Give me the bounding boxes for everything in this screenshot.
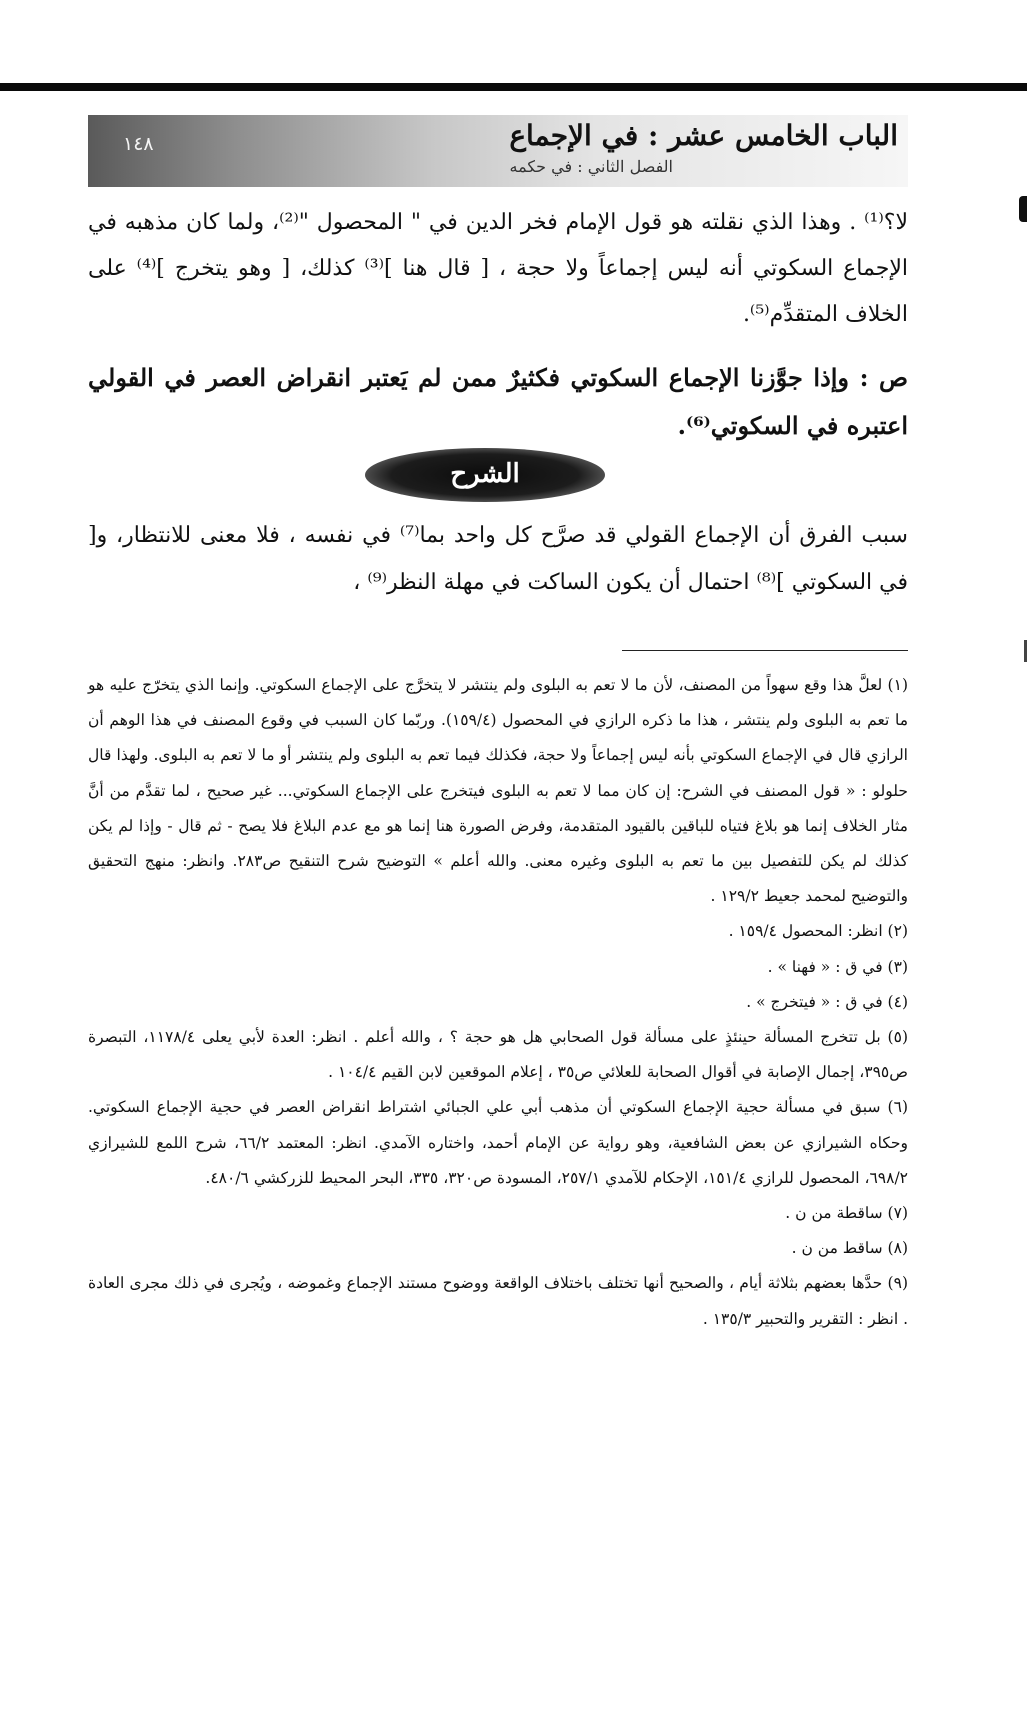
sharh-paragraph: سبب الفرق أن الإجماع القولي قد صرَّح كل واحد بما⁽⁷⁾ في نفسه ، فلا معنى للانتظار، و[ في السكوتي ]⁽⁸⁾ احتمال أن يكون الساكت في مهلة النظر⁽⁹⁾ ،: [88, 523, 908, 595]
footnote-2: (٢) انظر: المحصول ١٥٩/٤ .: [728, 922, 908, 941]
footnotes: [88, 668, 908, 1337]
matn-paragraph: ص : وإذا جوَّزنا الإجماع السكوتي فكثيرٌ ممن لم يَعتبر انقراض العصر في القولي اعتبره في السكوتي⁽⁶⁾.: [88, 363, 908, 440]
running-header: [88, 115, 908, 187]
footnote-4: (٤) في ق : « فيتخرج » .: [746, 992, 908, 1011]
footnote-1: (١) لعلَّ هذا وقع سهواً من المصنف، لأن ما لا تعم به البلوى ولم ينتشر لا يتخرَّج على الإجماع السكوتي. وإنما الذي يتخرّج عليه هو ما تعم به البلوى ولم ينتشر ، هذا ما ذكره الرازي في المحصول (١٥٩/٤). وربّما كان السبب في وقوع المصنف في هذا الوهم أن الرازي قال في الإجماع السكوتي بأنه ليس إجماعاً ولا حجة، فكذلك فيما تعم به البلوى ولم ينتشر أو ما لا تعم به البلوى. ولهذا قال حلولو : « قول المصنف في الشرح: إن كان مما لا تعم به البلوى فيتخرج على الإجماع السكوتي... غير صحيح ، لما تقدَّم من أنَّ مثار الخلاف إنما هو بلاغ فتياه للباقين بالقيود المتقدمة، وفرض الصورة هنا إنما هو مع عدم البلاغ فلا يصح - ثم قال - وإذا لم يكن كذلك لم يكن للتفصيل بين ما تعم به البلوى وغيره معنى. والله أعلم » التوضيح شرح التنقيح ص٢٨٣. وانظر: منهج التحقيق والتوضيح لمحمد جعيط ١٢٩/٢ .: [88, 676, 908, 906]
top-rule: [0, 83, 1027, 91]
scan-edge-mark: [1019, 196, 1027, 222]
page-number: ١٤٨: [123, 133, 154, 155]
section-title: الفصل الثاني : في حكمه: [509, 157, 673, 176]
footnote-5: (٥) بل تتخرج المسألة حينئذٍ على مسألة قول الصحابي هل هو حجة ؟ ، والله أعلم . انظر: العدة لأبي يعلى ١١٧٨/٤، التبصرة ص٣٩٥، إجمال الإصابة في أقوال الصحابة للعلائي ص٣٥ ، إعلام الموقعين لابن القيم ١٠٤/٤ .: [88, 1028, 908, 1082]
chapter-title: الباب الخامس عشر : في الإجماع: [509, 119, 898, 152]
footnote-8: (٨) ساقط من ن .: [791, 1239, 908, 1258]
footnote-7: (٧) ساقطة من ن .: [785, 1204, 908, 1223]
footnote-9: (٩) حدَّها بعضهم بثلاثة أيام ، والصحيح أنها تختلف باختلاف الواقعة ووضوح مستند الإجماع وغموضه ، ويُجرى في ذلك مجرى العادة . انظر : التقرير والتحبير ١٣٥/٣ .: [88, 1274, 908, 1328]
footnote-6: (٦) سبق في مسألة حجية الإجماع السكوتي أن مذهب أبي علي الجبائي اشتراط انقراض العصر في حجية الإجماع السكوتي. وحكاه الشيرازي عن بعض الشافعية، وهو رواية عن الإمام أحمد، واختاره الآمدي. انظر: المعتمد ٦٦/٢، شرح اللمع للشيرازي ٦٩٨/٢، المحصول للرازي ١٥١/٤، الإحكام للآمدي ٢٥٧/١، المسودة ص٣٢٠، ٣٣٥، البحر المحيط للزركشي ٤٨٠/٦.: [88, 1098, 908, 1187]
footnote-divider: [622, 650, 908, 651]
body-paragraph: لا؟⁽¹⁾ . وهذا الذي نقلته هو قول الإمام فخر الدين في " المحصول "⁽²⁾، ولما كان مذهبه في الإجماع السكوتي أنه ليس إجماعاً ولا حجة ، [ قال هنا ]⁽³⁾ كذلك، [ وهو يتخرج ]⁽⁴⁾ على الخلاف المتقدِّم⁽⁵⁾.: [88, 210, 909, 327]
footnote-3: (٣) في ق : « فهنا » .: [767, 957, 908, 976]
sharh-heading: الشرح: [365, 448, 605, 502]
